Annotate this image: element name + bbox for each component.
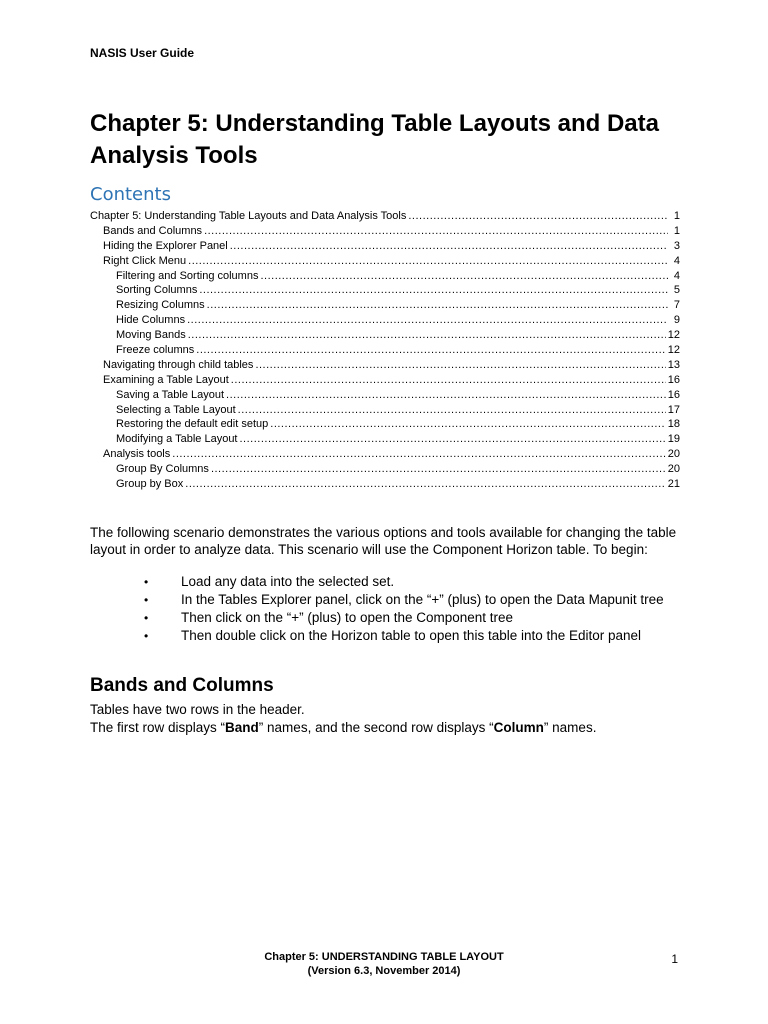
bullet-icon: • [144,611,149,625]
toc-entry-label: Hiding the Explorer Panel [103,239,228,252]
bold-term-column: Column [493,720,544,735]
footer-chapter: Chapter 5: UNDERSTANDING TABLE LAYOUT [264,951,504,963]
toc-entry-page: 16 [667,388,680,401]
toc-entry-page: 12 [667,329,680,342]
toc-dot-leader [207,299,668,311]
toc-dot-leader [187,314,668,326]
toc-entry[interactable] [90,463,680,478]
toc-entry-page: 17 [667,403,680,416]
text-segment: The first row displays “ [90,720,226,735]
toc-entry-label: Modifying a Table Layout [116,433,238,446]
toc-entry[interactable] [90,478,680,493]
contents-heading: Contents [90,184,171,205]
toc-entry[interactable] [90,210,680,225]
toc-entry[interactable] [90,433,680,448]
toc-entry[interactable] [90,418,680,433]
section-heading: Bands and Columns [90,675,274,696]
toc-dot-leader [255,359,665,371]
table-of-contents [90,210,680,493]
toc-dot-leader [204,225,668,237]
toc-dot-leader [230,240,668,252]
toc-entry-page: 16 [667,373,680,386]
list-item-text: Then click on the “+” (plus) to open the Component tree [181,610,514,625]
toc-dot-leader [270,418,665,430]
toc-entry-label: Examining a Table Layout [103,373,229,386]
toc-entry-label: Resizing Columns [116,299,205,312]
toc-entry-page: 3 [673,239,680,252]
toc-entry-page: 20 [667,448,680,461]
toc-entry-page: 1 [673,224,680,237]
toc-entry-page: 19 [667,433,680,446]
toc-dot-leader [226,389,666,401]
toc-entry[interactable] [90,299,680,314]
toc-entry-page: 13 [667,358,680,371]
toc-dot-leader [185,478,665,490]
toc-entry-page: 1 [673,210,680,222]
toc-dot-leader [172,448,665,460]
toc-entry[interactable] [90,270,680,285]
toc-entry[interactable] [90,359,680,374]
toc-entry[interactable] [90,344,680,359]
toc-entry-label: Saving a Table Layout [116,388,225,401]
toc-dot-leader [188,329,666,341]
toc-dot-leader [211,463,666,475]
toc-entry-page: 7 [673,299,680,312]
bullet-icon: • [144,575,149,589]
toc-entry-label: Sorting Columns [116,284,198,297]
text-segment: ” names. [543,720,597,735]
toc-entry-label: Hide Columns [116,314,186,327]
list-item [90,573,710,591]
toc-entry-label: Restoring the default edit setup [116,418,269,431]
toc-dot-leader [408,210,668,222]
list-item [90,609,710,627]
toc-entry[interactable] [90,284,680,299]
toc-entry-label: Group by Box [116,478,184,491]
toc-entry-label: Analysis tools [103,448,171,461]
toc-entry[interactable] [90,314,680,329]
toc-entry-page: 12 [667,344,680,357]
toc-entry-page: 18 [667,418,680,431]
toc-dot-leader [196,344,665,356]
list-item-text: In the Tables Explorer panel, click on the “+” (plus) to open the Data Mapunit tree [181,592,664,607]
toc-entry[interactable] [90,374,680,389]
toc-entry-label: Navigating through child tables [103,358,254,371]
section-text-line1: Tables have two rows in the header. [90,702,305,717]
bullet-icon: • [144,629,149,643]
toc-entry-page: 4 [673,254,680,267]
toc-dot-leader [238,404,666,416]
toc-entry-page: 5 [673,284,680,297]
toc-entry-page: 20 [667,463,680,476]
toc-entry-label: Freeze columns [116,344,195,357]
bullet-icon: • [144,593,149,607]
text-segment: ” names, and the second row displays “ [258,720,494,735]
toc-dot-leader [231,374,666,386]
list-item-text: Then double click on the Horizon table to open this table into the Editor panel [181,628,642,643]
toc-entry-page: 21 [667,478,680,491]
toc-entry-page: 9 [673,314,680,327]
toc-entry[interactable] [90,240,680,255]
toc-entry-label: Filtering and Sorting columns [116,269,259,282]
toc-dot-leader [240,433,666,445]
toc-entry-label: Chapter 5: Understanding Table Layouts and Data Analysis Tools [90,210,407,222]
running-header: NASIS User Guide [90,46,195,60]
toc-entry-page: 4 [673,269,680,282]
section-text-line2 [90,719,710,736]
toc-entry-label: Group By Columns [116,463,209,476]
footer-version: (Version 6.3, November 2014) [307,965,461,977]
toc-entry-label: Selecting a Table Layout [116,403,236,416]
page-footer [0,950,768,978]
list-item [90,627,710,645]
toc-entry[interactable] [90,448,680,463]
toc-dot-leader [260,270,668,282]
page-number: 1 [671,952,678,966]
toc-entry[interactable] [90,255,680,270]
list-item [90,591,710,609]
toc-dot-leader [199,284,668,296]
toc-entry[interactable] [90,389,680,404]
bold-term-band: Band [225,720,259,735]
intro-paragraph: The following scenario demonstrates the various options and tools available for changing the table layout in order to analyze data. This scenario will use the Component Horizon table. To begin: [90,525,677,557]
toc-entry-label: Bands and Columns [103,224,203,237]
list-item-text: Load any data into the selected set. [181,574,395,589]
toc-entry-label: Moving Bands [116,329,186,342]
toc-entry[interactable] [90,404,680,419]
toc-entry[interactable] [90,225,680,240]
chapter-title: Chapter 5: Understanding Table Layouts and Data Analysis Tools [90,110,659,169]
toc-entry[interactable] [90,329,680,344]
toc-entry-label: Right Click Menu [103,254,187,267]
instruction-list [90,573,710,645]
toc-dot-leader [188,255,668,267]
